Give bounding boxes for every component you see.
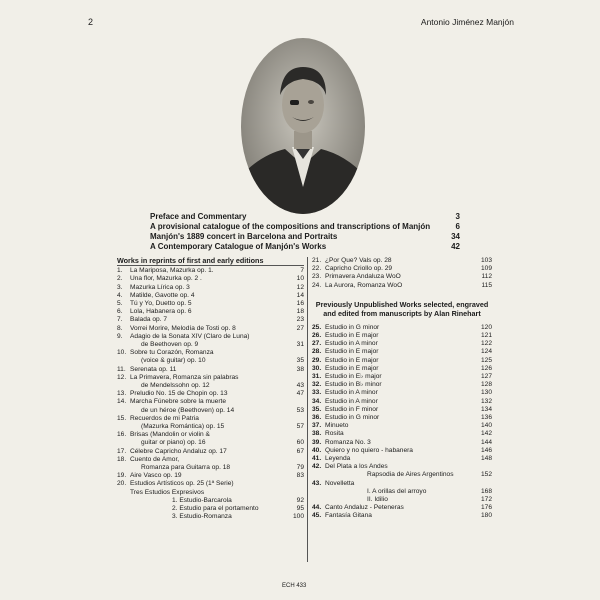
column-divider [307, 257, 308, 562]
work-number: 17. [117, 447, 127, 455]
work-title: Romanza No. 3 [325, 438, 371, 446]
unpublished-section-title: Previously Unpublished Works selected, engraved and edited from manuscripts by Alan Rinehart [315, 299, 489, 318]
work-title: Estudio in E major [325, 332, 379, 340]
work-entry [117, 292, 304, 300]
work-number: 35. [312, 405, 322, 413]
work-title: 1. Estudio-Barcarola [172, 496, 232, 504]
contents-entry [150, 242, 460, 252]
work-page: 128 [480, 381, 492, 389]
work-title: Estudio in A minor [325, 340, 378, 348]
work-page [288, 415, 304, 423]
work-entry [117, 341, 304, 349]
work-entry [117, 300, 304, 308]
work-number [117, 407, 130, 415]
work-page [288, 349, 304, 357]
work-title: Estudio in E major [325, 348, 379, 356]
work-page: 109 [480, 265, 492, 273]
work-entry [117, 505, 304, 513]
work-page: 130 [480, 389, 492, 397]
work-entry [117, 284, 304, 292]
work-number [312, 496, 325, 504]
work-title: Estudio in F minor [325, 405, 379, 413]
work-page: 168 [480, 487, 492, 495]
work-title: Quiero y no quiero - habanera [325, 446, 413, 454]
work-title: Estudio in A minor [325, 389, 378, 397]
work-entry [312, 512, 492, 520]
work-page: 12 [296, 283, 304, 291]
work-page: 47 [296, 390, 304, 398]
work-number: 36. [312, 414, 322, 422]
work-page: 125 [480, 356, 492, 364]
work-page: 120 [480, 323, 492, 331]
work-entry [312, 381, 492, 389]
work-number: 5. [117, 300, 123, 308]
work-entry [117, 448, 304, 456]
work-page: 172 [480, 496, 492, 504]
work-title: (voice & guitar) op. 10 [141, 357, 206, 365]
work-page: 122 [480, 340, 492, 348]
work-page: 146 [480, 446, 492, 454]
work-title: Novelletta [325, 479, 355, 487]
contents-page: 6 [455, 222, 460, 231]
work-page: 144 [480, 438, 492, 446]
work-number: 33. [312, 389, 322, 397]
contents-page: 42 [451, 242, 460, 251]
work-title: de Beethoven op. 9 [141, 341, 199, 349]
work-entry [117, 390, 304, 398]
work-title: ¿Por Que? Vals op. 28 [325, 257, 392, 264]
work-number: 8. [117, 324, 123, 332]
work-page: 23 [296, 316, 304, 324]
work-entry [117, 366, 304, 374]
work-title: La Primavera, Romanza sin palabras [130, 373, 239, 381]
work-entry [312, 463, 492, 471]
section-title: Works in reprints of first and early editions [117, 257, 304, 266]
work-number: 40. [312, 446, 322, 454]
work-number: 39. [312, 438, 322, 446]
work-number: 30. [312, 364, 322, 372]
work-title: Rapsodia de Aires Argentinos [367, 471, 454, 479]
work-page: 103 [480, 257, 492, 264]
work-number: 6. [117, 308, 123, 316]
work-page [476, 480, 492, 488]
work-number: 19. [117, 472, 127, 480]
work-page: 127 [480, 373, 492, 381]
work-number [117, 341, 130, 349]
work-entry [117, 267, 304, 275]
work-page: 152 [480, 471, 492, 479]
work-entry [117, 456, 304, 464]
work-number: 41. [312, 455, 322, 463]
work-entry [312, 340, 492, 348]
work-title: Recuerdos de mi Patria [130, 414, 199, 422]
work-entry [312, 348, 492, 356]
work-title: de Mendelssohn op. 12 [141, 382, 210, 390]
work-page: 112 [481, 273, 492, 281]
work-number: 1. [117, 267, 123, 275]
work-title: La Aurora, Romanza WoO [325, 281, 403, 289]
work-page: 18 [296, 308, 304, 316]
work-page: 31 [296, 341, 304, 349]
work-entry [117, 423, 304, 431]
work-title: Brisas (Mandolin or violin & [130, 431, 210, 439]
work-number: 25. [312, 323, 322, 331]
work-number [312, 488, 325, 496]
work-entry [312, 414, 492, 422]
contents-title: A Contemporary Catalogue of Manjón's Works [150, 242, 327, 251]
work-number: 12. [117, 373, 127, 381]
work-entry [312, 257, 492, 265]
work-entry [312, 488, 492, 496]
work-number: 10. [117, 349, 127, 357]
contents-entry [150, 222, 460, 232]
work-entry [117, 464, 304, 472]
work-number: 38. [312, 430, 322, 438]
work-title: Rosita [325, 430, 344, 438]
work-entry [312, 324, 492, 332]
work-number: 11. [117, 365, 126, 373]
work-entry [117, 407, 304, 415]
work-number: 26. [312, 332, 322, 340]
work-entry [117, 275, 304, 283]
work-number [117, 464, 130, 472]
work-entry [312, 422, 492, 430]
work-title: Estudio in E major [325, 356, 379, 364]
work-number: 18. [117, 455, 127, 463]
work-page: 10 [296, 275, 304, 283]
work-number: 4. [117, 291, 123, 299]
work-page: 60 [296, 439, 304, 447]
work-number [117, 497, 130, 505]
work-page: 95 [296, 505, 304, 513]
work-title: Aire Vasco op. 19 [130, 472, 182, 480]
portrait-photo [240, 37, 366, 215]
work-page: 134 [480, 405, 492, 413]
work-page: 126 [480, 364, 492, 372]
work-number: 16. [117, 431, 127, 439]
work-title: Balada op. 7 [130, 316, 168, 324]
work-number: 29. [312, 356, 322, 364]
work-title: Romanza para Guitarra op. 18 [141, 464, 231, 472]
contents-title: A provisional catalogue of the compositions and transcriptions of Manjón [150, 222, 431, 231]
work-entry [312, 455, 492, 463]
work-number: 32. [312, 381, 322, 389]
work-title: Primavera Andaluza WoO [325, 273, 401, 281]
work-entry [312, 496, 492, 504]
works-right-column [312, 257, 492, 521]
work-number [117, 505, 130, 513]
work-title: Estudio in B♭ minor [325, 381, 382, 389]
work-page: 180 [480, 512, 492, 520]
work-entry [117, 349, 304, 357]
work-title: Del Plata a los Andes [325, 463, 388, 471]
page-number: 2 [88, 17, 94, 27]
work-title: 3. Estudio-Romanza [172, 513, 232, 521]
work-entry [117, 382, 304, 390]
work-page: 115 [481, 281, 492, 289]
work-number: 23. [312, 273, 322, 281]
work-number: 13. [117, 390, 127, 398]
work-entry [312, 439, 492, 447]
work-title: Marcha Fúnebre sobre la muerte [130, 398, 227, 406]
work-title: Estudios Artísticos op. 25 (1ª Serie) [130, 480, 234, 488]
work-title: de un héroe (Beethoven) op. 14 [141, 406, 235, 414]
contents-title: Manjón's 1889 concert in Barcelona and Portraits [150, 232, 338, 241]
work-page [288, 398, 304, 406]
work-page: 16 [296, 300, 304, 308]
table-of-contents [150, 212, 460, 252]
work-title: Fantasía Gitana [325, 512, 372, 520]
work-number: 37. [312, 422, 322, 430]
work-page: 27 [296, 324, 304, 332]
work-entry [117, 357, 304, 365]
work-page: 79 [296, 464, 304, 472]
work-page: 7 [300, 267, 304, 275]
work-title: Sobre tu Corazón, Romanza [130, 349, 214, 357]
work-number [117, 439, 130, 447]
work-entry [117, 497, 304, 505]
work-number [312, 471, 325, 479]
work-number: 3. [117, 283, 123, 291]
works-list [117, 267, 304, 521]
contents-entry [150, 232, 460, 242]
work-number [117, 513, 130, 521]
work-entry [312, 398, 492, 406]
work-title: (Mazurka Romántica) op. 15 [141, 423, 225, 431]
work-title: I. A orillas del arroyo [367, 487, 427, 495]
work-page: 132 [480, 397, 492, 405]
work-title: La Mariposa, Mazurka op. 1. [130, 267, 214, 275]
work-number: 9. [117, 332, 123, 340]
work-title: Preludio No. 15 de Chopin op. 13 [130, 390, 228, 398]
work-number: 28. [312, 348, 322, 356]
work-entry [312, 265, 492, 273]
work-page [288, 489, 304, 497]
work-page: 14 [296, 291, 304, 299]
work-entry [312, 447, 492, 455]
work-title: Tú y Yo, Duetto op. 5 [130, 300, 192, 308]
work-title: II. Idilio [367, 496, 388, 504]
work-title: Capricho Criollo op. 29 [325, 265, 393, 273]
contents-title: Preface and Commentary [150, 212, 247, 221]
work-page: 57 [296, 423, 304, 431]
work-page [288, 480, 304, 488]
work-title: Estudio in E♭ major [325, 373, 382, 381]
author-name: Antonio Jiménez Manjón [420, 17, 514, 27]
work-entry [117, 472, 304, 480]
work-page: 67 [296, 447, 304, 455]
work-number: 24. [312, 281, 322, 289]
work-number [117, 489, 130, 497]
work-page [288, 374, 304, 382]
work-entry [117, 431, 304, 439]
work-entry [117, 325, 304, 333]
work-number: 21. [312, 257, 322, 264]
work-page: 121 [480, 332, 492, 340]
work-page: 43 [296, 382, 304, 390]
work-number [117, 382, 130, 390]
work-number: 44. [312, 504, 322, 512]
work-entry [312, 430, 492, 438]
work-entry [312, 504, 492, 512]
work-number: 2. [117, 275, 123, 283]
work-page: 100 [292, 513, 304, 521]
work-page: 53 [296, 406, 304, 414]
work-title: Canto Andaluz - Peteneras [325, 504, 404, 512]
contents-entry [150, 212, 460, 222]
work-entry [117, 308, 304, 316]
work-entry [117, 398, 304, 406]
work-title: Serenata op. 11 [130, 365, 177, 373]
work-title: Leyenda [325, 455, 351, 463]
work-title: Una flor, Mazurka op. 2 . [130, 275, 202, 283]
work-title: Adagio de la Sonata XIV (Claro de Luna) [130, 332, 250, 340]
work-entry [312, 480, 492, 488]
work-title: Estudio in G minor [325, 414, 380, 422]
work-page [288, 431, 304, 439]
work-entry [117, 439, 304, 447]
work-number: 43. [312, 479, 322, 487]
work-entry [117, 513, 304, 521]
work-number [117, 357, 130, 365]
work-entry [312, 471, 492, 479]
work-entry [312, 282, 492, 290]
work-title: Estudio in A minor [325, 397, 378, 405]
work-title: Célebre Capricho Andaluz op. 17 [130, 447, 227, 455]
work-title: 2. Estudio para el portamento [172, 505, 259, 513]
work-page: 142 [480, 430, 492, 438]
work-number: 22. [312, 265, 322, 273]
works-left-column [117, 257, 304, 522]
work-entry [117, 374, 304, 382]
catalogue-code: ECH 433 [282, 583, 307, 589]
work-entry [312, 365, 492, 373]
work-page [288, 333, 304, 341]
work-entry [117, 333, 304, 341]
work-entry [312, 273, 492, 281]
work-number: 45. [312, 512, 322, 520]
work-page: 136 [480, 414, 492, 422]
work-page: 38 [296, 365, 304, 373]
work-number [117, 423, 130, 431]
work-title: Cuento de Amor, [130, 455, 180, 463]
work-number: 31. [312, 373, 322, 381]
work-entry [312, 332, 492, 340]
work-number: 20. [117, 480, 127, 488]
work-page: 176 [480, 504, 492, 512]
work-title: Lola, Habanera op. 6 [130, 308, 192, 316]
works-list [312, 257, 492, 290]
work-page [476, 463, 492, 471]
work-page: 148 [480, 455, 492, 463]
work-entry [117, 480, 304, 488]
work-number: 27. [312, 340, 322, 348]
work-title: Tres Estudios Expresivos [130, 488, 205, 496]
contents-page: 34 [451, 232, 460, 241]
work-number: 34. [312, 397, 322, 405]
work-page: 140 [480, 422, 492, 430]
work-entry [312, 406, 492, 414]
work-page: 124 [480, 348, 492, 356]
work-entry [117, 316, 304, 324]
work-entry [312, 389, 492, 397]
contents-page: 3 [455, 212, 460, 221]
work-title: guitar or piano) op. 16 [141, 439, 206, 447]
work-title: Vorrei Morire, Melodía de Tosti op. 8 [130, 324, 236, 332]
work-title: Estudio in E major [325, 364, 379, 372]
work-page: 92 [296, 496, 304, 504]
work-title: Matilde, Gavotte op. 4 [130, 291, 195, 299]
work-page: 83 [296, 472, 304, 480]
work-page [288, 456, 304, 464]
work-entry [117, 415, 304, 423]
work-title: Mazurka Lírica op. 3 [130, 283, 190, 291]
unpublished-works-list [312, 324, 492, 521]
work-entry [117, 489, 304, 497]
work-entry [312, 373, 492, 381]
work-page: 35 [296, 357, 304, 365]
work-title: Estudio in G minor [325, 323, 380, 331]
work-number: 42. [312, 463, 322, 471]
work-number: 7. [117, 316, 123, 324]
work-entry [312, 357, 492, 365]
work-number: 15. [117, 414, 127, 422]
work-title: Minueto [325, 422, 349, 430]
work-number: 14. [117, 398, 127, 406]
